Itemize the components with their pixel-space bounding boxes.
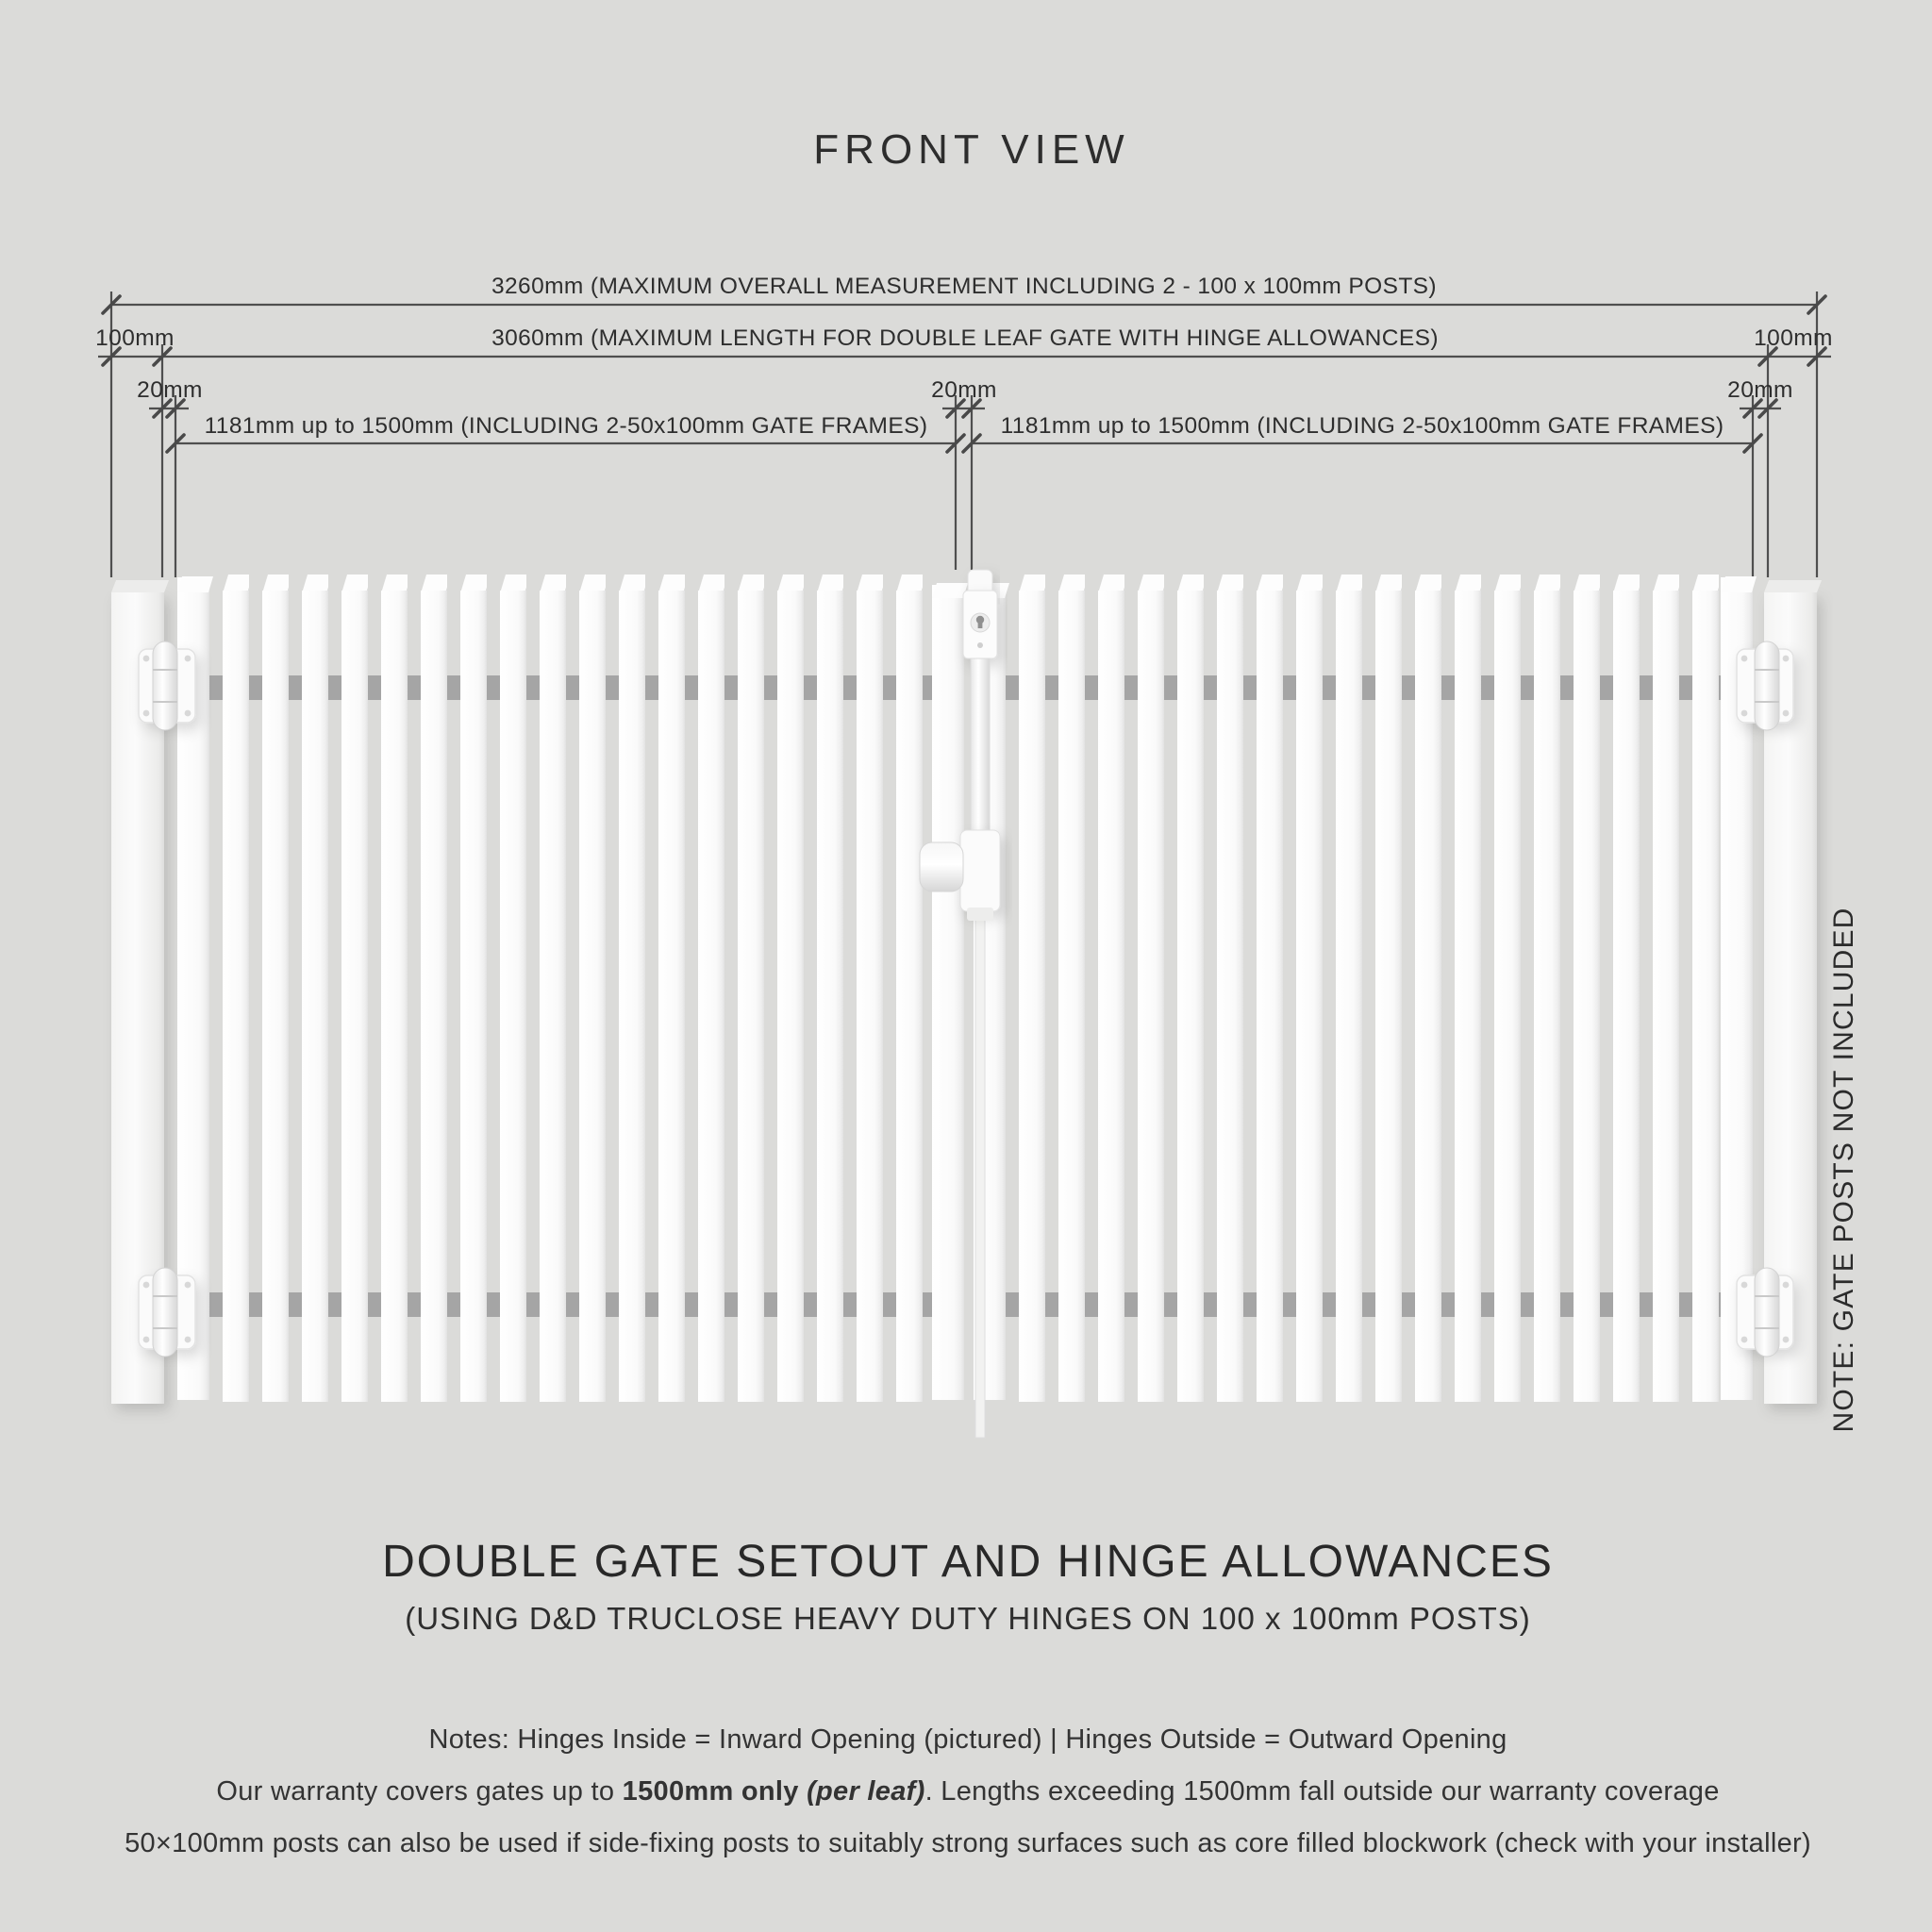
note-warranty [216,1776,1719,1807]
diagram-title: DOUBLE GATE SETOUT AND HINGE ALLOWANCES [382,1537,1554,1587]
dim-hinge-allowance-right: 20mm [1727,377,1793,403]
note-warranty-prefix: Our warranty covers gates up to [216,1776,623,1807]
dim-hinge-allowance-center: 20mm [931,377,997,403]
dim-post-width-left: 100mm [95,325,175,351]
dim-leaf-right-label: 1181mm up to 1500mm (INCLUDING 2-50x100mm GATE FRAMES) [1000,413,1724,439]
dim-inner-label: 3060mm (MAXIMUM LENGTH FOR DOUBLE LEAF GATE WITH HINGE ALLOWANCES) [491,325,1439,351]
dim-overall-label: 3260mm (MAXIMUM OVERALL MEASUREMENT INCLUDING 2 - 100 x 100mm POSTS) [491,274,1437,299]
dim-post-width-right: 100mm [1754,325,1833,351]
dim-leaf-left-label: 1181mm up to 1500mm (INCLUDING 2-50x100mm GATE FRAMES) [204,413,928,439]
diagram-subtitle: (USING D&D TRUCLOSE HEAVY DUTY HINGES ON 100 x 100mm POSTS) [405,1601,1531,1636]
hinge-top-left [139,641,195,730]
note-opening-directions: Notes: Hinges Inside = Inward Opening (pictured) | Hinges Outside = Outward Opening [428,1724,1507,1755]
hinge-bottom-left [139,1268,195,1357]
dim-hinge-allowance-left: 20mm [137,377,203,403]
note-side-fixing-posts: 50×100mm posts can also be used if side-fixing posts to suitably strong surfaces such as core filled blockwork (check with your installer) [125,1828,1811,1858]
note-warranty-suffix: . Lengths exceeding 1500mm fall outside our warranty coverage [924,1776,1720,1807]
right-leaf-slats [1006,570,1721,1402]
note-warranty-bold: 1500mm only [622,1776,808,1807]
hinge-bottom-right [1737,1268,1793,1357]
note-warranty-bold-italic: (per leaf) [807,1776,925,1807]
hinge-top-right [1737,641,1793,730]
left-leaf-slats [209,570,932,1402]
gate-posts-not-included-note: NOTE: GATE POSTS NOT INCLUDED [1828,907,1859,1433]
front-view-label: FRONT VIEW [813,126,1130,173]
